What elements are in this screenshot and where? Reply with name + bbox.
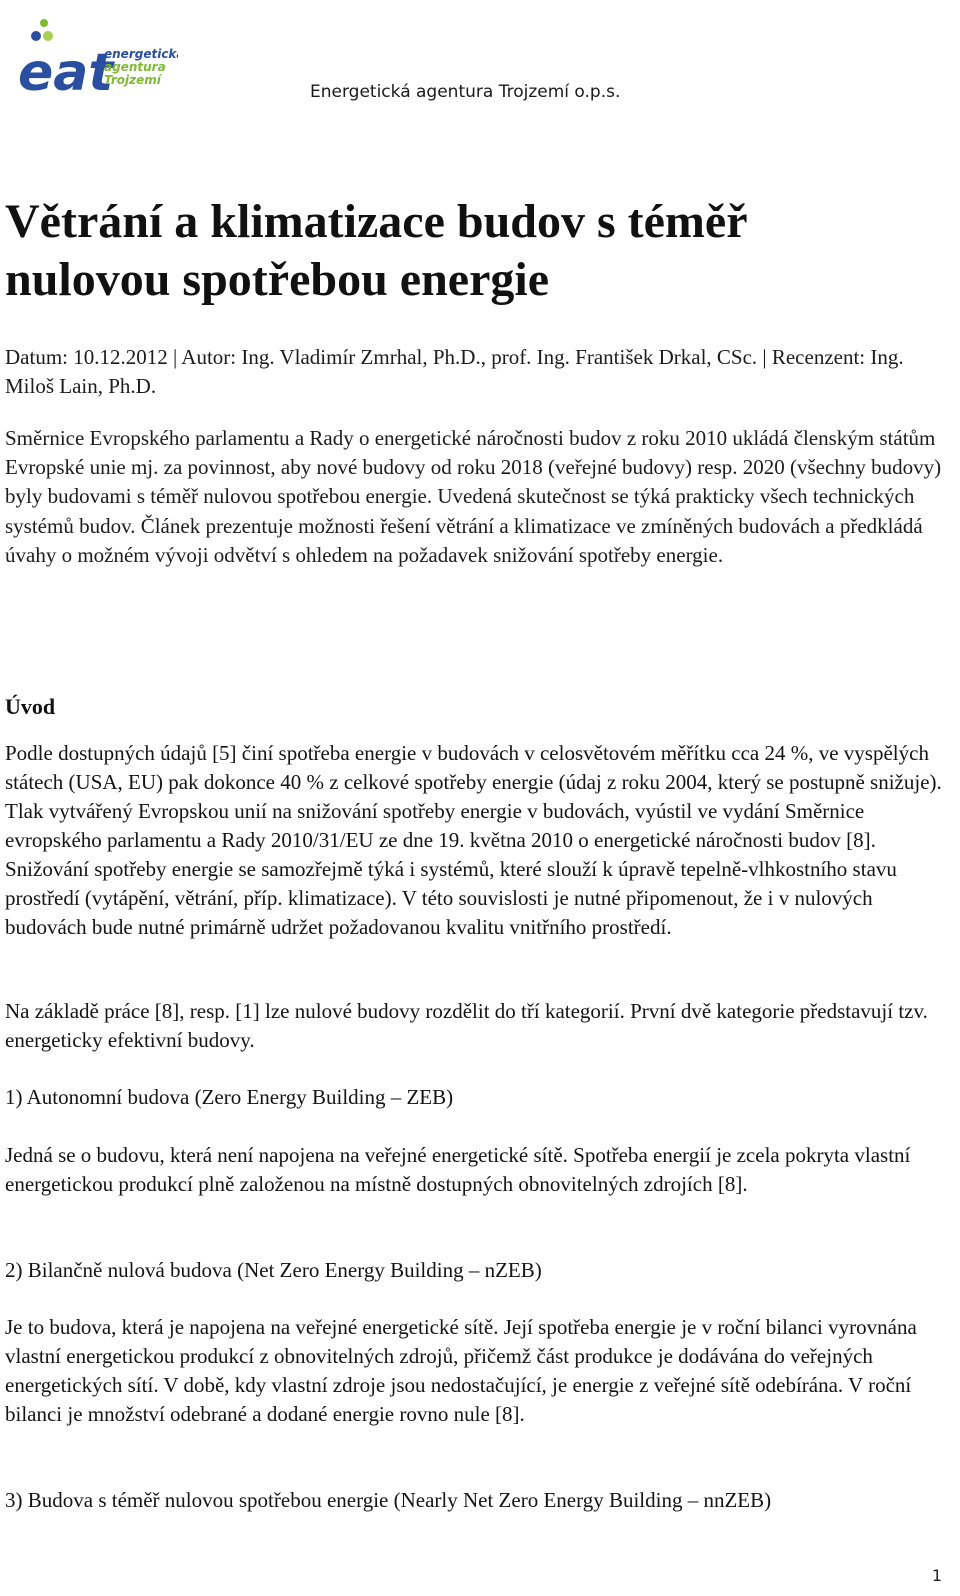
section-heading: Úvod [5,694,56,719]
page-number: 1 [931,1566,942,1585]
article-title: Větrání a klimatizace budov s téměř nulovou spotřebou energie [5,195,748,306]
article-meta: Datum: 10.12.2012 | Autor: Ing. Vladimír Zmrhal, Ph.D., prof. Ing. František Drkal, CSc. | Recenzent: Ing. Miloš Lain, Ph.D. [5,345,904,398]
paragraph-3: Jedná se o budovu, která není napojena na veřejné energetické sítě. Spotřeba energií je zcela pokryta vlastní energetickou produkcí plně založenou na místně dostupných obnovitelných zdrojích [8]. [5,1143,911,1196]
organization-name: Energetická agentura Trojzemí o.p.s. [310,82,621,102]
logo-subtitle-line3: Trojzemí [104,73,161,87]
eat-logo [8,14,178,100]
category-1-heading: 1) Autonomní budova (Zero Energy Building – ZEB) [5,1085,454,1109]
paragraph-2: Na základě práce [8], resp. [1] lze nulové budovy rozdělit do tří kategorií. První dvě kategorie představují tzv. energeticky efektivní budovy. [5,999,928,1052]
paragraph-4: Je to budova, která je napojena na veřejné energetické sítě. Její spotřeba energie je v roční bilanci vyrovnána vlastní energetickou produkcí z obnovitelných zdrojů, přičemž část produkce je dodávána do veřejných energetických sítí. V době, kdy vlastní zdroje jsou nedostačující, je energie z veřejné sítě odebírána. V roční bilanci je množství odebrané a dodané energie rovno nule [8]. [5,1315,917,1426]
logo-subtitle-line1: energetická [104,47,178,61]
eat-logo-graphic [8,14,178,100]
paragraph-1: Podle dostupných údajů [5] činí spotřeba energie v budovách v celosvětovém měřítku cca 24 %, ve vyspělých státech (USA, EU) pak dokonce 40 % z celkové spotřeby energie (údaj z roku 2004, který se postupně snižuje). Tlak vytvářený Evropskou unií na snižování spotřeby energie v budovách, vyústil ve vydání Směrnice evropského parlamentu a Rady 2010/31/EU ze dne 19. května 2010 o energetické náročnosti budov [8]. Snižování spotřeby energie se samozřejmě týká i systémů, které slouží k úpravě tepelně-vlhkostního stavu prostředí (vytápění, větrání, příp. klimatizace). V této souvislosti je nutné připomenout, že i v nulových budovách bude nutné primárně udržet požadovanou kvalitu vnitřního prostředí. [5,741,942,939]
logo-dot-blue [31,31,41,41]
logo-dot-light-green [43,31,53,41]
logo-wordmark: eat [18,43,114,100]
article-abstract: Směrnice Evropského parlamentu a Rady o energetické náročnosti budov z roku 2010 ukládá členským státům Evropské unie mj. za povinnost, aby nové budovy od roku 2018 (veřejné budovy) resp. 2020 (všechny budovy) byly budovami s téměř nulovou spotřebou energie. Uvedená skutečnost se týká prakticky všech technických systémů budov. Článek prezentuje možnosti řešení větrání a klimatizace ve zmíněných budovách a předkládá úvahy o možném vývoji odvětví s ohledem na požadavek snižování spotřeby energie. [5,426,942,567]
logo-subtitle-line2: agentura [104,60,166,74]
logo-dot-green [40,19,48,27]
category-3-heading: 3) Budova s téměř nulovou spotřebou energie (Nearly Net Zero Energy Building – nnZEB) [5,1488,772,1512]
category-2-heading: 2) Bilančně nulová budova (Net Zero Energy Building – nZEB) [5,1258,542,1282]
